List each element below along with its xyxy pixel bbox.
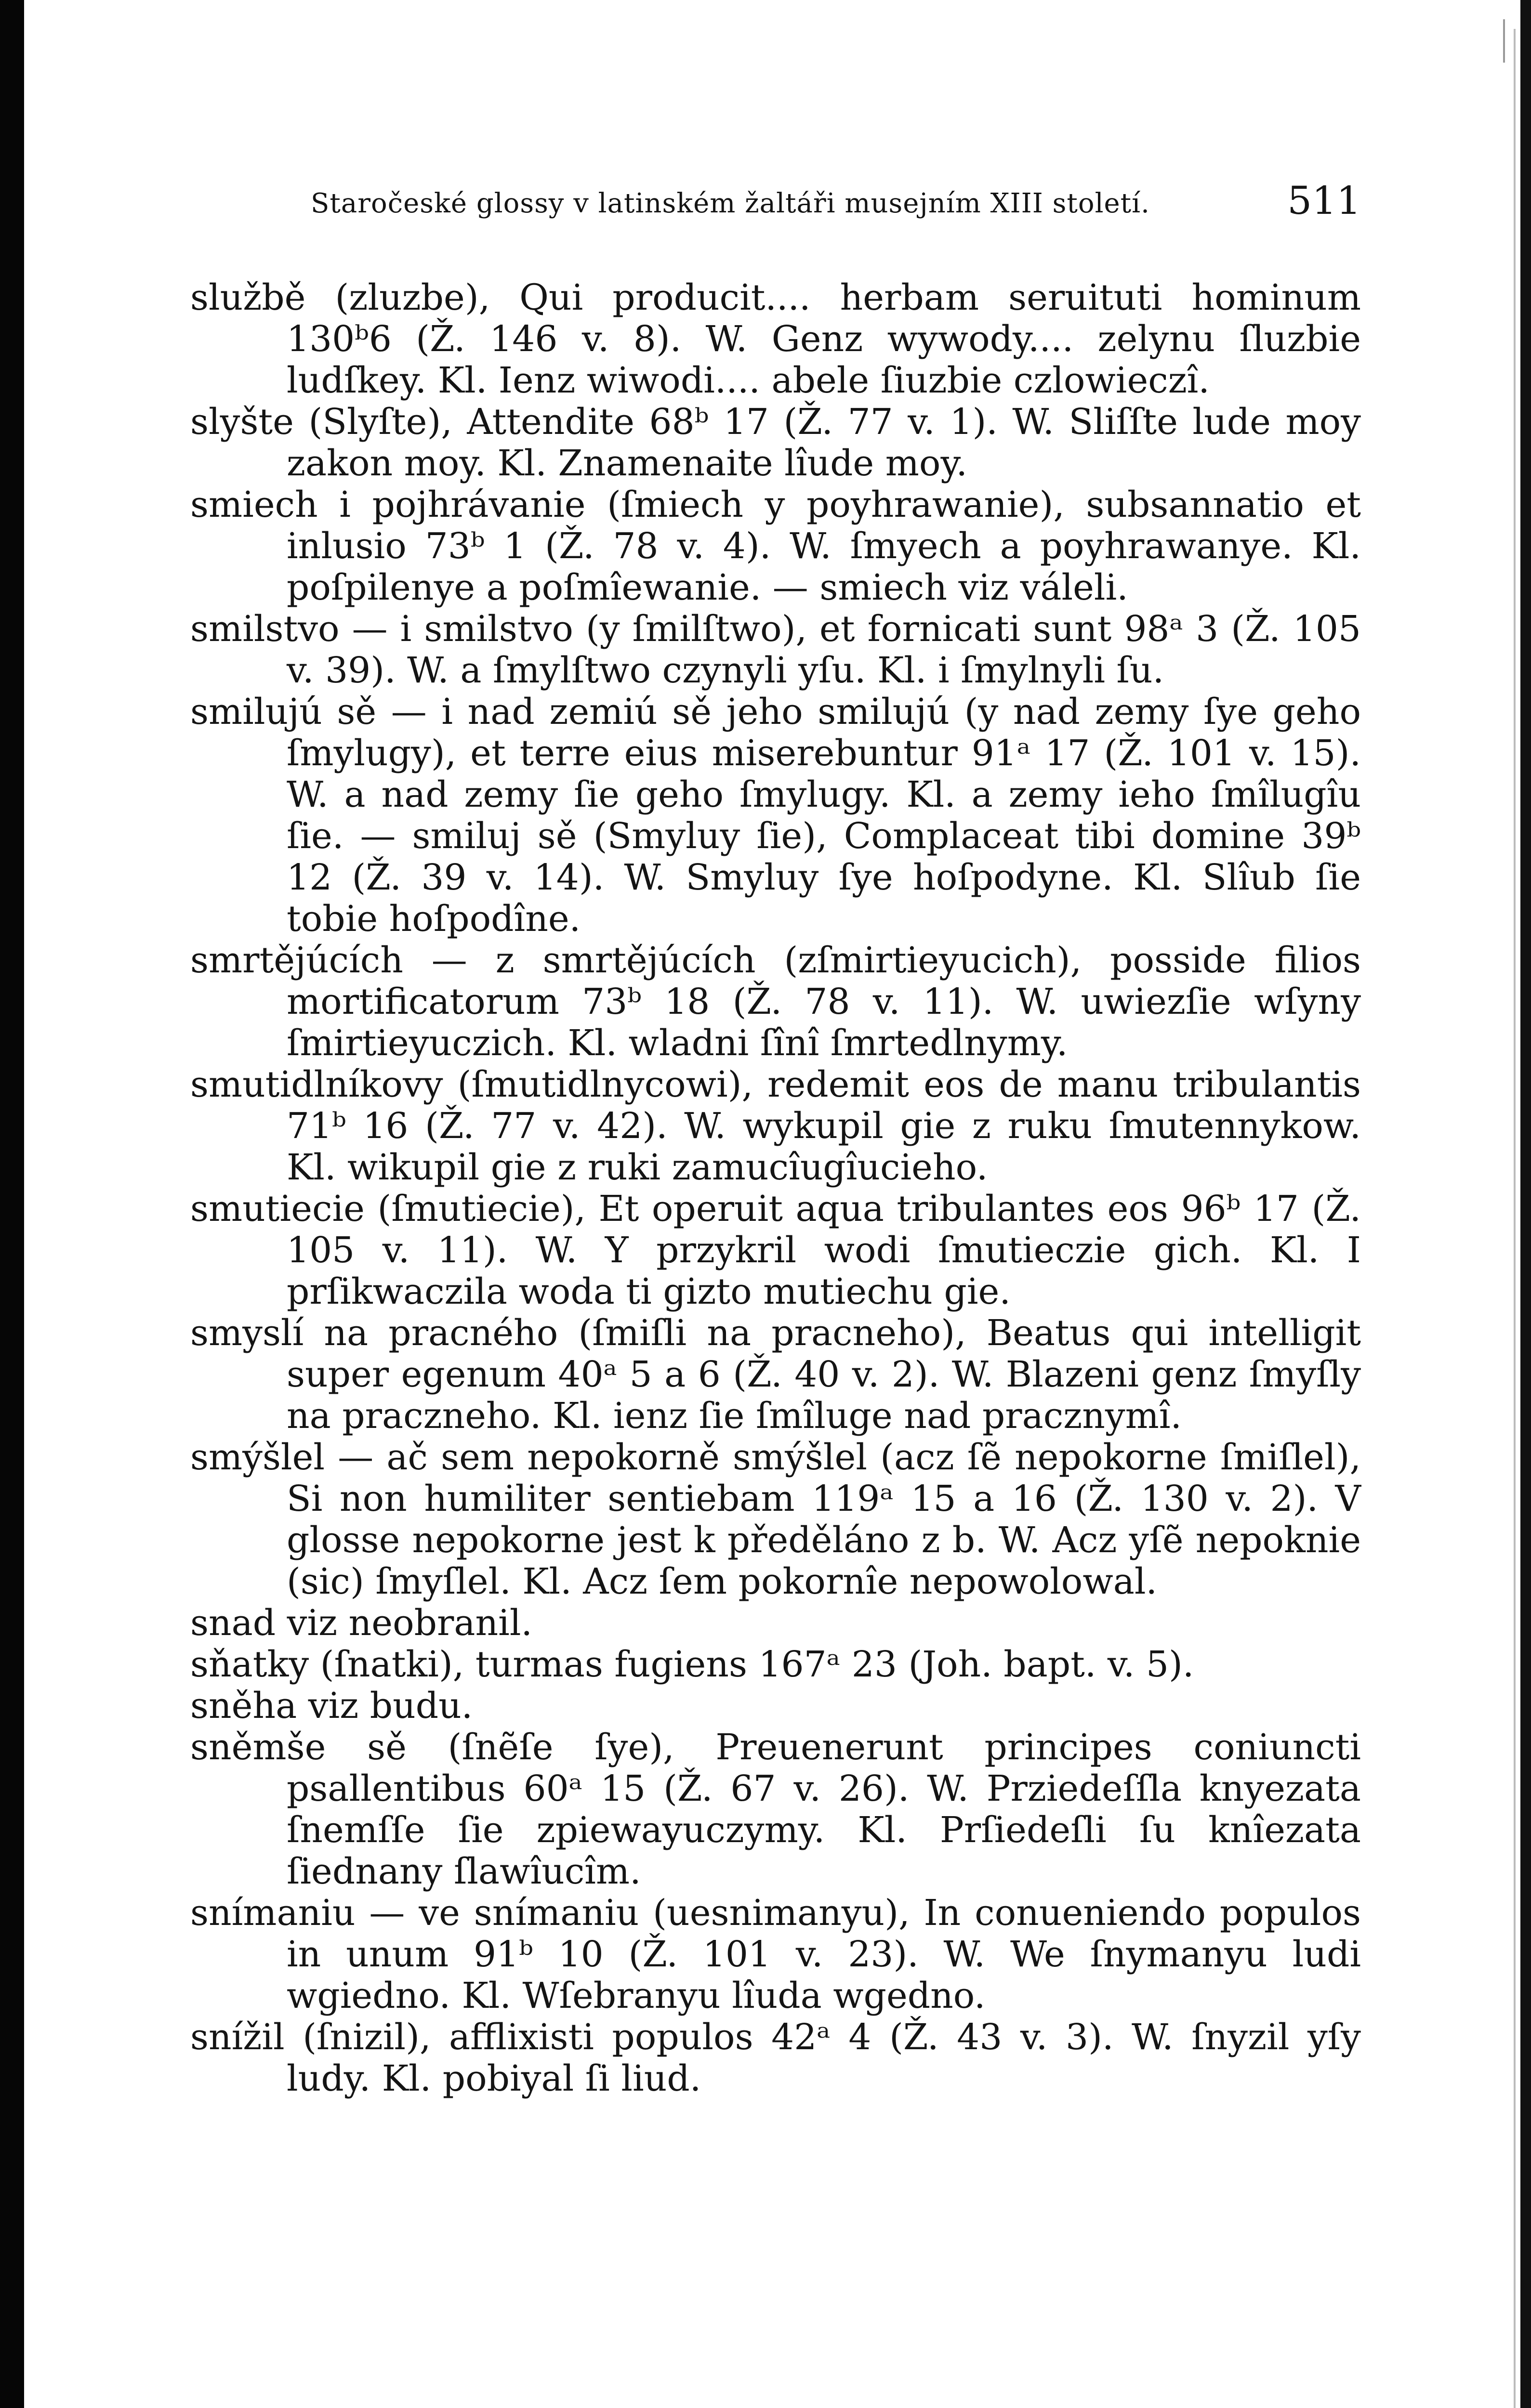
entry-text: smilujú sě — i nad zemiú sě jeho smilujú (y nad zemy ſye geho ſmylugy), et terre eius miserebuntur 91ᵃ 17 (Ž. 101 v. 15). W. a nad zemy ſie geho ſmylugy. Kl. a zemy ieho ſmîlugîu ſie. — smiluj sě (Smyluy ſie), Complaceat tibi domine 39ᵇ 12 (Ž. 39 v. 14). W. Smyluy ſye hoſpodyne. Kl. Slîub ſie tobie hoſpodîne. (190, 691, 1361, 940)
glossary-entry (190, 940, 1361, 1064)
page-number: 511 (1287, 178, 1361, 223)
scan-border-left (0, 0, 24, 2408)
glossary-entry (190, 401, 1361, 484)
glossary-entry (190, 1188, 1361, 1312)
glossary-entry (190, 608, 1361, 691)
glossary-entry (190, 1064, 1361, 1188)
glossary-entry (190, 277, 1361, 401)
page-edge-rule (1514, 29, 1516, 2408)
entry-text: smýšlel — ač sem nepokorně smýšlel (acz ſẽ nepokorne ſmiſlel), Si non humiliter sentiebam 119ᵃ 15 a 16 (Ž. 130 v. 2). V glosse nepokorne jest k předěláno z b. W. Acz yſẽ nepoknie (sic) ſmyſlel. Kl. Acz ſem pokornîe nepowolowal. (190, 1437, 1361, 1602)
entry-text: snad viz neobranil. (190, 1602, 533, 1644)
entry-text: snímaniu — ve snímaniu (uesnimanyu), In conueniendo populos in unum 91ᵇ 10 (Ž. 101 v. 23). W. We ſnymanyu ludi wgiedno. Kl. Wſebranyu lîuda wgedno. (190, 1892, 1361, 2016)
entry-text: smilstvo — i smilstvo (y ſmilſtwo), et fornicati sunt 98ᵃ 3 (Ž. 105 v. 39). W. a ſmylſtwo czynyli yſu. Kl. i ſmylnyli ſu. (190, 608, 1361, 691)
scan-border-right (1520, 0, 1531, 2408)
glossary-entry (190, 1602, 1361, 1644)
glossary-entry (190, 1437, 1361, 1602)
corner-mark (1503, 19, 1519, 63)
glossary-entry (190, 691, 1361, 940)
entry-text: sněha viz budu. (190, 1685, 473, 1727)
glossary-entry (190, 2016, 1361, 2099)
entry-text: smutidlníkovy (ſmutidlnycowi), redemit eos de manu tribulantis 71ᵇ 16 (Ž. 77 v. 42). W. wykupil gie z ruku ſmutennykow. Kl. wikupil gie z ruki zamucîugîucieho. (190, 1064, 1361, 1188)
entry-text: smutiecie (ſmutiecie), Et operuit aqua tribulantes eos 96ᵇ 17 (Ž. 105 v. 11). W. Y przykril wodi ſmutieczie gich. Kl. I prſikwaczila woda ti gizto mutiechu gie. (190, 1188, 1361, 1312)
entry-text: slyšte (Slyſte), Attendite 68ᵇ 17 (Ž. 77 v. 1). W. Sliſſte lude moy zakon moy. Kl. Znamenaite lîude moy. (190, 401, 1361, 484)
entry-text: sňatky (ſnatki), turmas fugiens 167ᵃ 23 (Joh. bapt. v. 5). (190, 1644, 1194, 1685)
glossary-entry (190, 1312, 1361, 1437)
glossary-entry (190, 1727, 1361, 1892)
glossary-body (190, 277, 1361, 2099)
entry-text: sněmše sě (ſnẽſe ſye), Preuenerunt principes coniuncti psallentibus 60ᵃ 15 (Ž. 67 v. 26). W. Prziedeſſla knyezata ſnemſſe ſie zpiewayuczymy. Kl. Prſiedeſli ſu knîezata ſiednany ſlawîucîm. (190, 1727, 1361, 1892)
entry-text: snížil (ſnizil), afflixisti populos 42ᵃ 4 (Ž. 43 v. 3). W. ſnyzil yſy ludy. Kl. pobiyal ſi liud. (190, 2016, 1361, 2099)
running-title: Staročeské glossy v latinském žaltáři musejním XIII století. (311, 188, 1150, 219)
glossary-entry (190, 484, 1361, 608)
glossary-entry (190, 1644, 1361, 1685)
page-header (190, 178, 1361, 236)
entry-text: smyslí na pracného (ſmiſli na pracneho), Beatus qui intelligit super egenum 40ᵃ 5 a 6 (Ž. 40 v. 2). W. Blazeni genz ſmyſly na praczneho. Kl. ienz ſie ſmîluge nad pracznymî. (190, 1312, 1361, 1437)
glossary-entry (190, 1685, 1361, 1727)
glossary-entry (190, 1892, 1361, 2016)
entry-text: smrtějúcích — z smrtějúcích (zſmirtieyucich), posside filios mortificatorum 73ᵇ 18 (Ž. 78 v. 11). W. uwiezſie wſyny ſmirtieyuczich. Kl. wladni ſînî ſmrtedlnymy. (190, 940, 1361, 1064)
entry-text: službě (zluzbe), Qui producit.... herbam seruituti hominum 130ᵇ6 (Ž. 146 v. 8). W. Genz wywody.... zelynu ſluzbie ludſkey. Kl. Ienz wiwodi.... abele ſiuzbie czlowieczî. (190, 277, 1361, 401)
entry-text: smiech i pojhrávanie (ſmiech y poyhrawanie), subsannatio et inlusio 73ᵇ 1 (Ž. 78 v. 4). W. ſmyech a poyhrawanye. Kl. poſpilenye a poſmîewanie. — smiech viz váleli. (190, 484, 1361, 608)
